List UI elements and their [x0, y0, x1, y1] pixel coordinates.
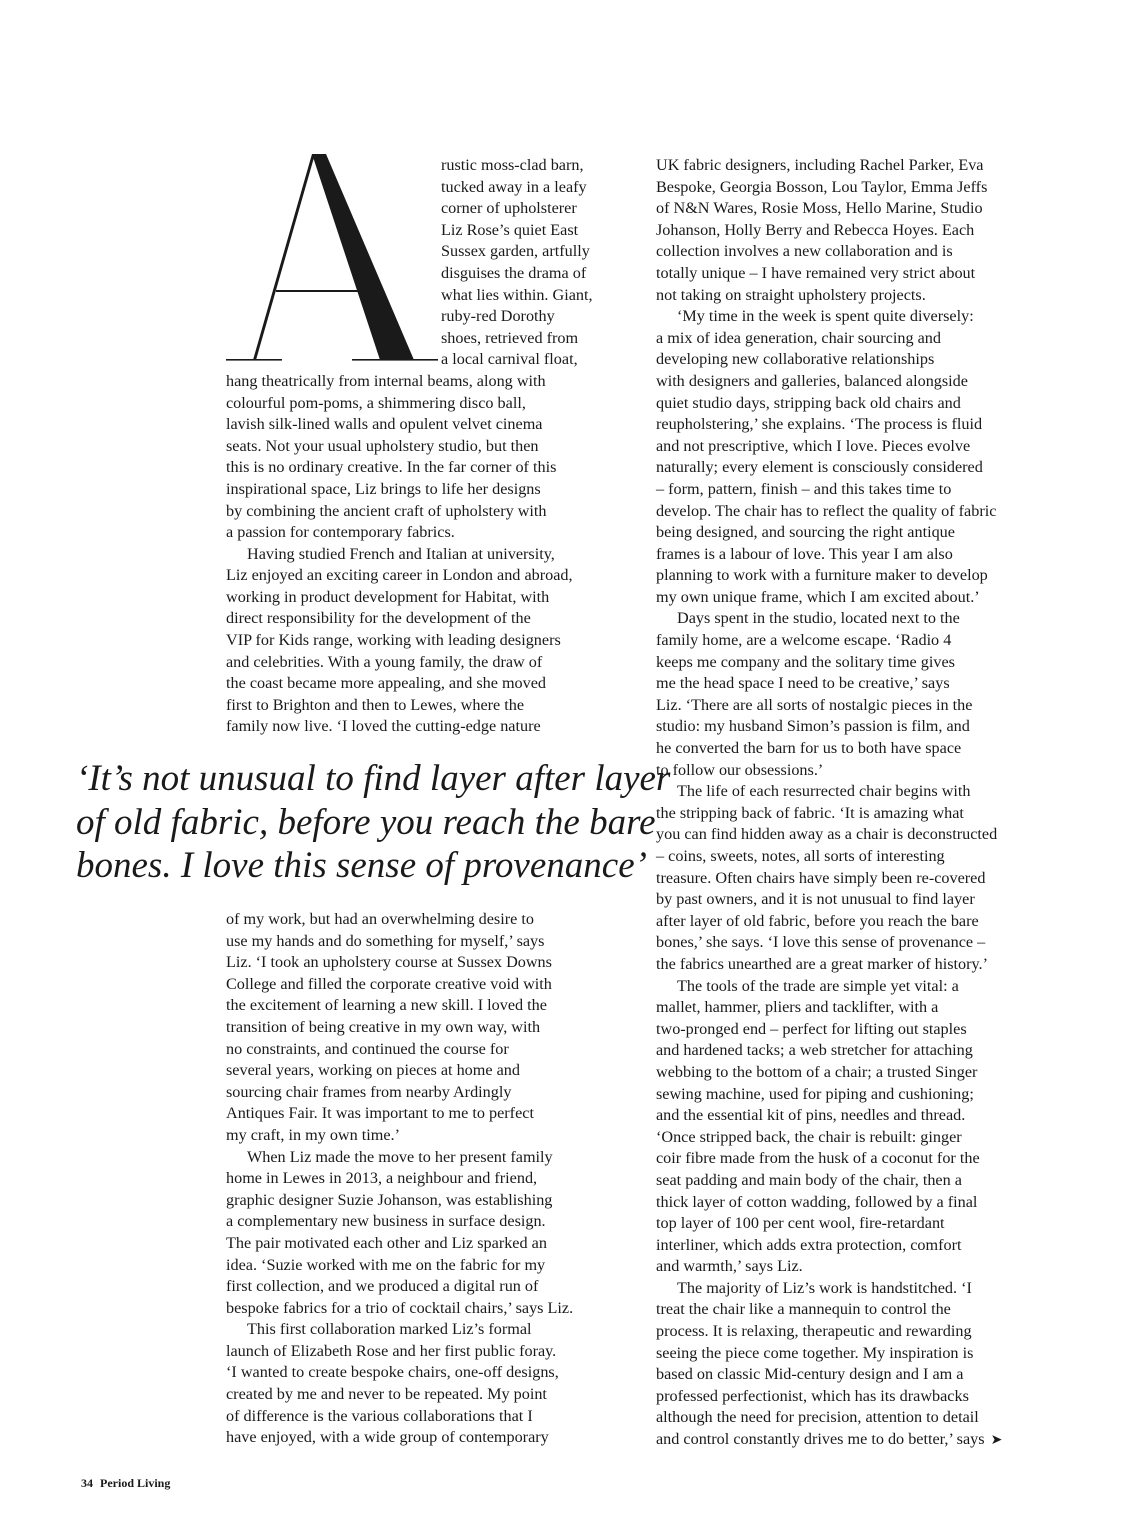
text-line: based on classic Mid-century design and I am a	[656, 1365, 964, 1384]
text-line: home in Lewes in 2013, a neighbour and friend,	[226, 1169, 538, 1188]
text-line: what lies within. Giant,	[441, 285, 593, 304]
text-line: the stripping back of fabric. ‘It is amazing what	[656, 803, 964, 822]
text-line: coir fibre made from the husk of a coconut for the	[656, 1149, 980, 1168]
text-line: Liz. ‘I took an upholstery course at Sussex Downs	[226, 953, 552, 972]
text-line: studio: my husband Simon’s passion is film, and	[656, 717, 970, 736]
text-line: Days spent in the studio, located next to the	[677, 609, 960, 628]
article-column-2	[656, 155, 1066, 1452]
text-line: sourcing chair frames from nearby Ardingly	[226, 1082, 512, 1101]
text-line: VIP for Kids range, working with leading designers	[226, 631, 561, 650]
text-line: Having studied French and Italian at university,	[247, 544, 555, 563]
text-line: frames is a labour of love. This year I am also	[656, 544, 953, 563]
text-line: developing new collaborative relationships	[656, 350, 935, 369]
text-line: The pair motivated each other and Liz sparked an	[226, 1233, 547, 1252]
text-line: hang theatrically from internal beams, along with	[226, 371, 546, 390]
text-line: seat padding and main body of the chair, then a	[656, 1170, 962, 1189]
pull-quote-line: ‘It’s not unusual to find layer after layer	[76, 758, 671, 799]
text-line: and warmth,’ says Liz.	[656, 1257, 803, 1276]
text-line: of difference is the various collaborations that I	[226, 1406, 533, 1425]
text-line: after layer of old fabric, before you reach the bare	[656, 911, 979, 930]
text-line: several years, working on pieces at home and	[226, 1061, 520, 1080]
text-line: Johanson, Holly Berry and Rebecca Hoyes. Each	[656, 220, 975, 239]
text-line: seats. Not your usual upholstery studio, but then	[226, 436, 539, 455]
text-line: ‘My time in the week is spent quite diversely:	[677, 307, 974, 326]
text-line: top layer of 100 per cent wool, fire-retardant	[656, 1214, 945, 1233]
text-line: no constraints, and continued the course for	[226, 1039, 509, 1058]
text-line: first collection, and we produced a digital run of	[226, 1277, 539, 1296]
text-line: seeing the piece come together. My inspiration is	[656, 1343, 974, 1362]
text-line: keeps me company and the solitary time gives	[656, 652, 955, 671]
text-line: bones,’ she says. ‘I love this sense of provenance –	[656, 933, 986, 952]
text-line: he converted the barn for us to both have space	[656, 739, 962, 758]
text-line: lavish silk-lined walls and opulent velvet cinema	[226, 415, 543, 434]
text-line: develop. The chair has to reflect the quality of fabric	[656, 501, 997, 520]
text-line: and hardened tacks; a web stretcher for attaching	[656, 1041, 973, 1060]
text-line: quiet studio days, stripping back old chairs and	[656, 393, 961, 412]
text-line: a local carnival float,	[441, 350, 578, 369]
text-line: to follow our obsessions.’	[656, 760, 824, 779]
text-line: by combining the ancient craft of upholstery with	[226, 501, 547, 520]
page-folio	[81, 1476, 170, 1491]
text-line: being designed, and sourcing the right antique	[656, 523, 955, 542]
text-line: my craft, in my own time.’	[226, 1125, 400, 1144]
text-line: When Liz made the move to her present family	[247, 1147, 553, 1166]
text-line: treat the chair like a mannequin to control the	[656, 1300, 951, 1319]
text-line: colourful pom-poms, a shimmering disco ball,	[226, 393, 526, 412]
pull-quote-line: of old fabric, before you reach the bare	[76, 801, 656, 843]
text-line: thick layer of cotton wadding, followed by a final	[656, 1192, 978, 1211]
text-line: Antiques Fair. It was important to me to perfect	[226, 1104, 534, 1123]
text-line: the fabrics unearthed are a great marker of history.’	[656, 954, 988, 973]
page-number: 34	[81, 1476, 93, 1490]
text-line: direct responsibility for the development of the	[226, 609, 531, 628]
text-line: Liz. ‘There are all sorts of nostalgic pieces in the	[656, 695, 973, 714]
text-line: interliner, which adds extra protection, comfort	[656, 1235, 962, 1254]
continue-arrow-icon: ➤	[990, 1433, 1003, 1449]
text-line: a complementary new business in surface design.	[226, 1212, 546, 1231]
text-line: graphic designer Suzie Johanson, was establishing	[226, 1190, 553, 1209]
text-line: – coins, sweets, notes, all sorts of interesting	[656, 847, 945, 865]
text-line: created by me and never to be repeated. My point	[226, 1385, 547, 1404]
text-line: a mix of idea generation, chair sourcing and	[656, 328, 941, 347]
text-line: totally unique – I have remained very strict about	[656, 263, 976, 282]
text-line: ‘Once stripped back, the chair is rebuilt: ginger	[656, 1127, 962, 1146]
text-line: the excitement of learning a new skill. I loved the	[226, 996, 547, 1015]
text-line: although the need for precision, attention to detail	[656, 1408, 979, 1427]
text-line: corner of upholsterer	[441, 199, 577, 218]
text-line: not taking on straight upholstery projects.	[656, 285, 926, 304]
pull-quote-line: bones. I love this sense of provenance’	[76, 845, 647, 886]
text-line: sewing machine, used for piping and cushioning;	[656, 1084, 974, 1103]
text-line-content: and control constantly drives me to do better,’ says	[656, 1430, 985, 1449]
text-line: shoes, retrieved from	[441, 328, 579, 347]
text-line: webbing to the bottom of a chair; a trusted Singer	[656, 1062, 978, 1081]
text-line: inspirational space, Liz brings to life her designs	[226, 479, 541, 498]
text-line: Bespoke, Georgia Bosson, Lou Taylor, Emma Jeffs	[656, 177, 988, 196]
article-column-1-top	[226, 155, 626, 738]
text-line: and celebrities. With a young family, the draw of	[226, 652, 543, 671]
text-line: Liz enjoyed an exciting career in London and abroad,	[226, 566, 573, 585]
text-line: rustic moss-clad barn,	[441, 156, 584, 174]
text-line: planning to work with a furniture maker to develop	[656, 566, 988, 585]
text-line: collection involves a new collaboration and is	[656, 242, 953, 261]
text-line: tucked away in a leafy	[441, 177, 587, 196]
text-line: two-pronged end – perfect for lifting out staples	[656, 1019, 967, 1038]
text-line: working in product development for Habitat, with	[226, 587, 550, 606]
text-line: idea. ‘Suzie worked with me on the fabric for my	[226, 1255, 546, 1274]
text-line: Liz Rose’s quiet East	[441, 220, 579, 239]
text-line: transition of being creative in my own way, with	[226, 1017, 541, 1036]
text-line: and not prescriptive, which I love. Pieces evolve	[656, 436, 971, 455]
text-line: This first collaboration marked Liz’s formal	[247, 1320, 532, 1339]
text-line: have enjoyed, with a wide group of contemporary	[226, 1428, 549, 1447]
text-line: The majority of Liz’s work is handstitched. ‘I	[677, 1278, 972, 1297]
text-line: College and filled the corporate creative void with	[226, 974, 552, 993]
text-line: of my work, but had an overwhelming desire to	[226, 910, 534, 928]
text-line: ruby-red Dorothy	[441, 307, 555, 326]
text-line: ‘I wanted to create bespoke chairs, one-off designs,	[226, 1363, 559, 1382]
text-line: you can find hidden away as a chair is deconstructed	[656, 825, 998, 844]
last-text-line	[656, 1429, 1066, 1452]
text-line: The life of each resurrected chair begins with	[677, 782, 971, 801]
text-line: use my hands and do something for myself,’ says	[226, 931, 545, 950]
text-line: my own unique frame, which I am excited about.’	[656, 587, 980, 606]
text-line: launch of Elizabeth Rose and her first public foray.	[226, 1341, 557, 1360]
text-line: treasure. Often chairs have simply been re-covered	[656, 868, 986, 887]
text-line: bespoke fabrics for a trio of cocktail chairs,’ says Liz.	[226, 1298, 574, 1317]
text-line: and the essential kit of pins, needles and thread.	[656, 1106, 966, 1125]
text-line: process. It is relaxing, therapeutic and rewarding	[656, 1322, 972, 1341]
text-line: The tools of the trade are simple yet vital: a	[677, 976, 959, 995]
text-line: naturally; every element is consciously considered	[656, 458, 983, 477]
pull-quote	[76, 757, 671, 888]
text-line: of N&N Wares, Rosie Moss, Hello Marine, Studio	[656, 199, 983, 218]
text-line: reupholstering,’ she explains. ‘The process is fluid	[656, 415, 983, 434]
text-line: me the head space I need to be creative,’ says	[656, 674, 950, 693]
text-line: by past owners, and it is not unusual to find layer	[656, 890, 975, 909]
article-column-1-bottom	[226, 909, 626, 1449]
text-line: a passion for contemporary fabrics.	[226, 523, 455, 542]
magazine-name: Period Living	[100, 1476, 171, 1490]
text-line: – form, pattern, finish – and this takes time to	[656, 479, 952, 498]
text-line: professed perfectionist, which has its drawbacks	[656, 1386, 969, 1405]
text-line: Sussex garden, artfully	[441, 242, 590, 261]
text-line: first to Brighton and then to Lewes, where the	[226, 695, 525, 714]
text-line: disguises the drama of	[441, 263, 587, 282]
text-line: mallet, hammer, pliers and tacklifter, with a	[656, 998, 939, 1017]
text-line: with designers and galleries, balanced alongside	[656, 371, 968, 390]
text-line: this is no ordinary creative. In the far corner of this	[226, 458, 557, 477]
text-line: family now live. ‘I loved the cutting-edge nature	[226, 717, 541, 736]
text-line: UK fabric designers, including Rachel Parker, Eva	[656, 156, 984, 174]
text-line: the coast became more appealing, and she moved	[226, 674, 547, 693]
text-line: family home, are a welcome escape. ‘Radio 4	[656, 631, 952, 650]
